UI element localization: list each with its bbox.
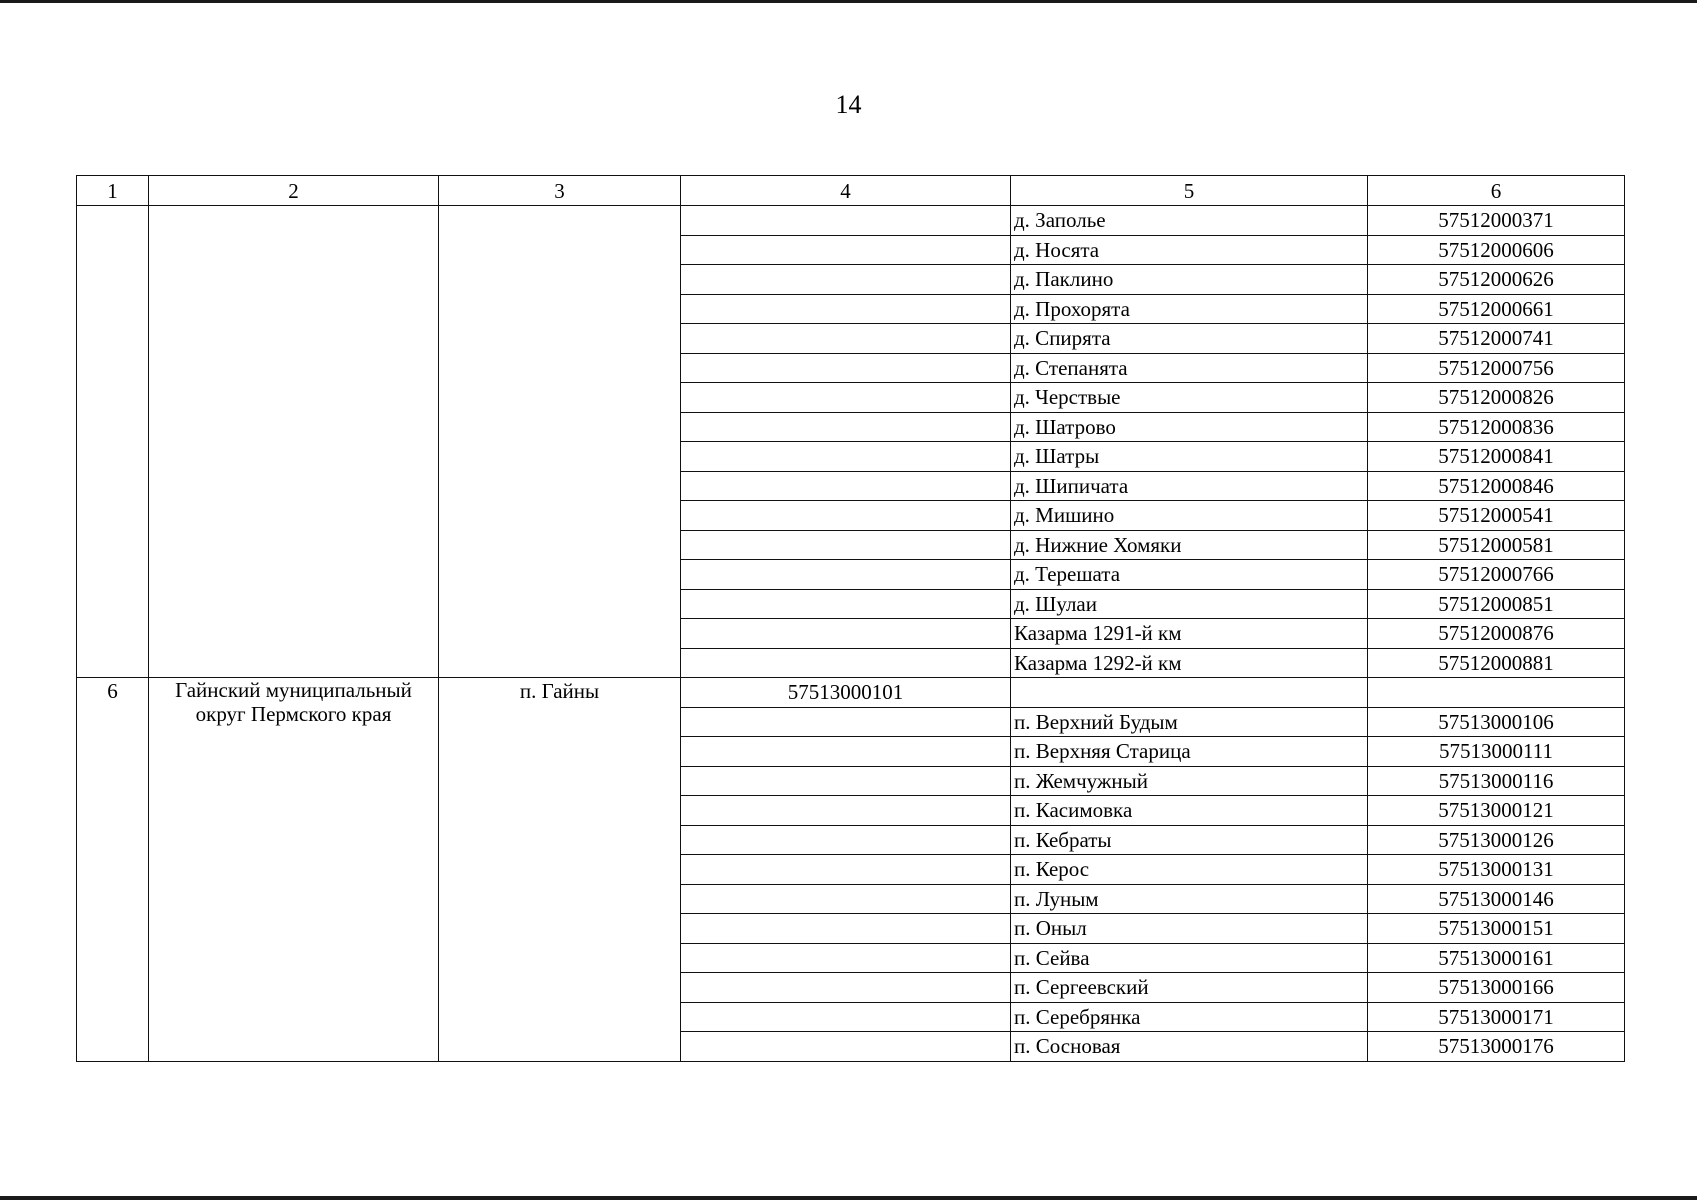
settlement-code-cell: 57513000111 [1368,737,1625,767]
settlement-name-cell: д. Шатрово [1011,412,1368,442]
settlement-name-cell: д. Паклино [1011,265,1368,295]
settlement-name-cell: д. Спирята [1011,324,1368,354]
settlement-code-cell: 57512000766 [1368,560,1625,590]
scan-edge-top [0,0,1697,3]
settlement-name-cell: Казарма 1291-й км [1011,619,1368,649]
settlement-code-cell: 57512000836 [1368,412,1625,442]
column-header-6: 6 [1368,176,1625,206]
center-code-cell [681,530,1011,560]
admin-center-cell [439,206,681,678]
center-code-cell [681,619,1011,649]
center-code-cell [681,501,1011,531]
settlement-code-cell: 57512000876 [1368,619,1625,649]
center-code-cell: 57513000101 [681,678,1011,708]
settlement-code-cell: 57512000541 [1368,501,1625,531]
settlement-name-cell [1011,678,1368,708]
settlement-code-cell: 57512000661 [1368,294,1625,324]
settlement-name-cell: п. Оныл [1011,914,1368,944]
settlement-code-cell: 57512000826 [1368,383,1625,413]
center-code-cell [681,707,1011,737]
settlement-code-cell: 57512000741 [1368,324,1625,354]
settlement-code-cell: 57512000851 [1368,589,1625,619]
center-code-cell [681,471,1011,501]
center-code-cell [681,825,1011,855]
table-row [77,206,1625,236]
municipality-cell: Гайнский муниципальный округ Пермского края [149,678,439,1062]
settlement-code-cell: 57513000166 [1368,973,1625,1003]
settlement-code-cell: 57513000106 [1368,707,1625,737]
center-code-cell [681,265,1011,295]
settlement-name-cell: д. Прохорята [1011,294,1368,324]
center-code-cell [681,884,1011,914]
center-code-cell [681,560,1011,590]
settlement-code-cell: 57512000841 [1368,442,1625,472]
settlement-name-cell: д. Шулаи [1011,589,1368,619]
center-code-cell [681,353,1011,383]
settlement-name-cell: д. Шипичата [1011,471,1368,501]
settlement-code-cell: 57513000121 [1368,796,1625,826]
settlement-name-cell: п. Касимовка [1011,796,1368,826]
center-code-cell [681,383,1011,413]
admin-center-cell: п. Гайны [439,678,681,1062]
settlement-name-cell: д. Терешата [1011,560,1368,590]
settlement-name-cell: п. Кебраты [1011,825,1368,855]
settlement-code-cell: 57513000176 [1368,1032,1625,1062]
settlement-code-cell: 57513000161 [1368,943,1625,973]
settlement-code-cell: 57513000116 [1368,766,1625,796]
settlement-code-cell: 57513000126 [1368,825,1625,855]
column-header-3: 3 [439,176,681,206]
row-number-cell: 6 [77,678,149,1062]
settlement-name-cell: п. Сосновая [1011,1032,1368,1062]
settlement-name-cell: п. Серебрянка [1011,1002,1368,1032]
center-code-cell [681,442,1011,472]
settlement-code-cell: 57512000881 [1368,648,1625,678]
settlement-code-cell: 57513000146 [1368,884,1625,914]
settlement-code-cell: 57513000131 [1368,855,1625,885]
center-code-cell [681,324,1011,354]
settlement-code-cell: 57512000371 [1368,206,1625,236]
column-header-5: 5 [1011,176,1368,206]
center-code-cell [681,737,1011,767]
settlement-name-cell: п. Жемчужный [1011,766,1368,796]
settlement-name-cell: д. Заполье [1011,206,1368,236]
scan-edge-bottom [0,1196,1697,1200]
table-body [77,176,1625,1062]
settlement-name-cell: д. Степанята [1011,353,1368,383]
settlement-name-cell: д. Нижние Хомяки [1011,530,1368,560]
settlement-name-cell: Казарма 1292-й км [1011,648,1368,678]
center-code-cell [681,412,1011,442]
header-row [77,176,1625,206]
row-number-cell [77,206,149,678]
center-code-cell [681,589,1011,619]
settlement-name-cell: п. Верхний Будым [1011,707,1368,737]
settlement-code-cell: 57513000171 [1368,1002,1625,1032]
settlement-name-cell: д. Носята [1011,235,1368,265]
column-header-4: 4 [681,176,1011,206]
settlement-name-cell: п. Сергеевский [1011,973,1368,1003]
center-code-cell [681,796,1011,826]
settlement-code-cell: 57512000756 [1368,353,1625,383]
column-header-1: 1 [77,176,149,206]
center-code-cell [681,914,1011,944]
table-row [77,678,1625,708]
center-code-cell [681,943,1011,973]
center-code-cell [681,648,1011,678]
settlement-code-cell: 57513000151 [1368,914,1625,944]
settlement-code-cell: 57512000626 [1368,265,1625,295]
settlements-table [76,175,1625,1062]
center-code-cell [681,973,1011,1003]
settlement-name-cell: п. Керос [1011,855,1368,885]
center-code-cell [681,855,1011,885]
settlement-name-cell: д. Черствые [1011,383,1368,413]
settlement-name-cell: п. Верхняя Старица [1011,737,1368,767]
center-code-cell [681,766,1011,796]
settlement-name-cell: п. Луным [1011,884,1368,914]
center-code-cell [681,235,1011,265]
settlement-name-cell: д. Шатры [1011,442,1368,472]
settlement-name-cell: д. Мишино [1011,501,1368,531]
center-code-cell [681,1032,1011,1062]
settlement-name-cell: п. Сейва [1011,943,1368,973]
center-code-cell [681,206,1011,236]
municipality-cell [149,206,439,678]
settlement-code-cell [1368,678,1625,708]
center-code-cell [681,1002,1011,1032]
settlement-code-cell: 57512000846 [1368,471,1625,501]
center-code-cell [681,294,1011,324]
settlement-code-cell: 57512000581 [1368,530,1625,560]
page-number: 14 [835,90,862,119]
settlement-code-cell: 57512000606 [1368,235,1625,265]
column-header-2: 2 [149,176,439,206]
